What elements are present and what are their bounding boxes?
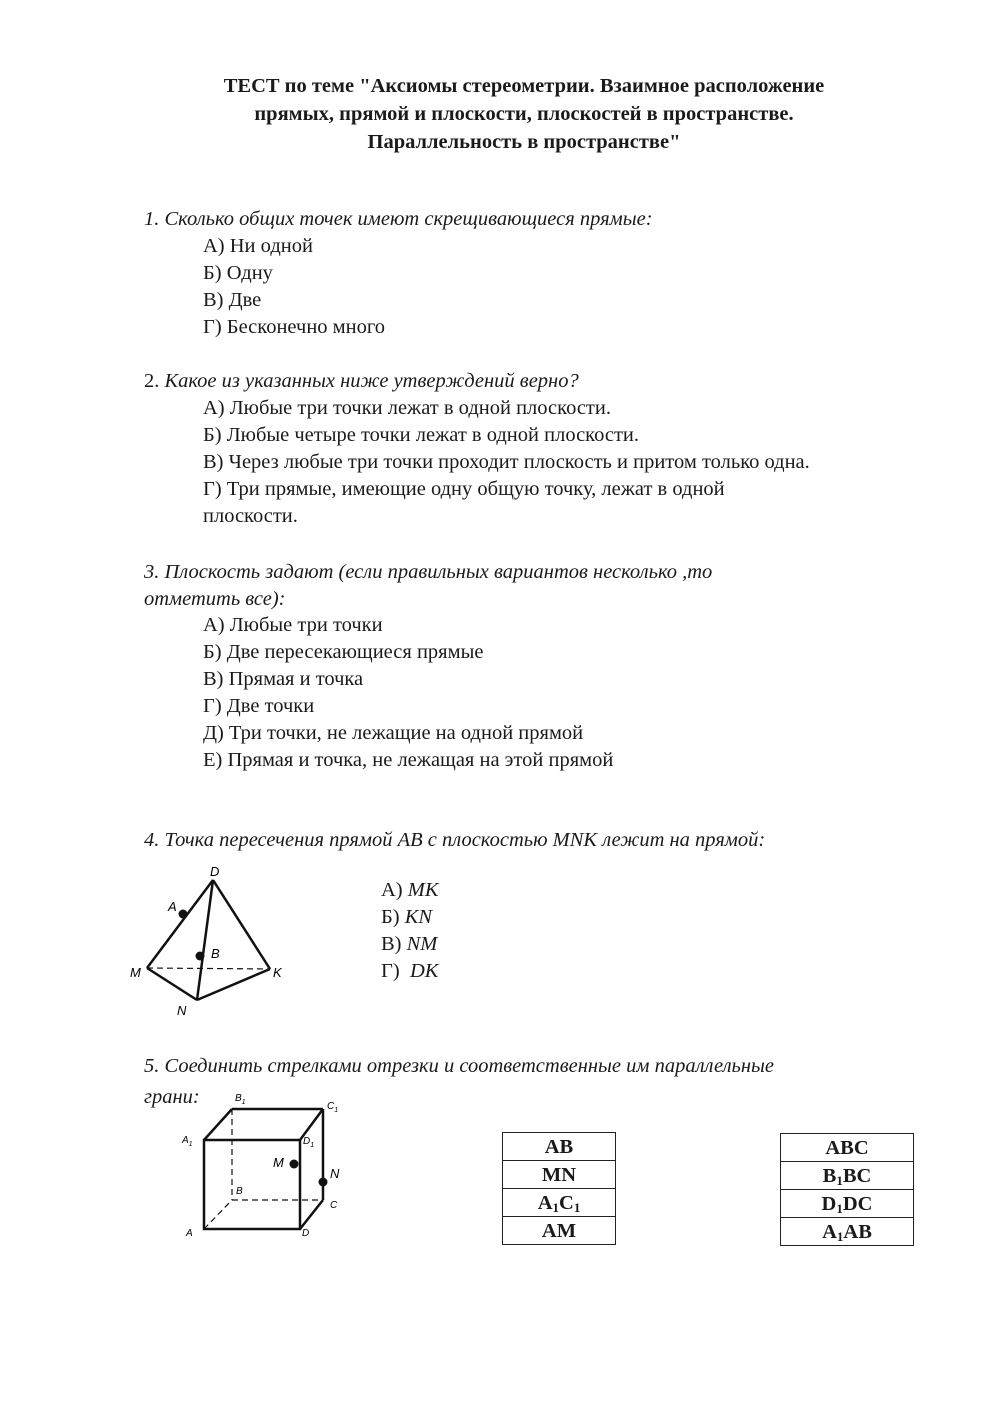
segment-cell[interactable]: MN bbox=[503, 1161, 616, 1189]
question-2-number: 2. bbox=[144, 370, 160, 392]
faces-table bbox=[780, 1133, 914, 1246]
table-row bbox=[503, 1133, 616, 1161]
segment-cell[interactable]: AB bbox=[503, 1133, 616, 1161]
face-cell[interactable]: ABC bbox=[781, 1134, 914, 1162]
question-5-line-2: грани: bbox=[144, 1086, 200, 1108]
option[interactable]: В) Прямая и точка bbox=[203, 668, 364, 690]
label-C: C bbox=[330, 1200, 338, 1211]
cube-figure bbox=[175, 1090, 365, 1245]
label-C1: $C_1$ bbox=[327, 1101, 339, 1114]
label-K: K bbox=[273, 965, 282, 980]
table-row bbox=[503, 1189, 616, 1217]
page-title bbox=[100, 72, 948, 156]
question-2-text bbox=[144, 368, 579, 395]
segment-cell[interactable]: AM bbox=[503, 1217, 616, 1245]
option[interactable]: Г) Две точки bbox=[203, 695, 315, 717]
face-cell[interactable]: $B_1BC$ bbox=[781, 1162, 914, 1190]
option[interactable]: В) NM bbox=[381, 933, 438, 955]
option[interactable]: Е) Прямая и точка, не лежащая на этой прямой bbox=[203, 749, 614, 771]
table-row bbox=[503, 1217, 616, 1245]
edge-AB-hidden bbox=[204, 1200, 232, 1229]
segment-cell[interactable]: $A_1C_1$ bbox=[503, 1189, 616, 1217]
option[interactable]: А) Любые три точки bbox=[203, 614, 383, 636]
label-M: M bbox=[273, 1155, 284, 1170]
point-N bbox=[319, 1178, 328, 1187]
table-row bbox=[781, 1190, 914, 1218]
face-cell[interactable]: $D_1DC$ bbox=[781, 1190, 914, 1218]
question-4-options bbox=[381, 877, 439, 985]
option[interactable]: Б) Любые четыре точки лежат в одной плоскости. bbox=[203, 424, 640, 446]
point-M bbox=[290, 1160, 299, 1169]
option[interactable]: В) Через любые три точки проходит плоскость и притом только одна. bbox=[203, 451, 810, 473]
option[interactable]: Б) KN bbox=[381, 906, 433, 928]
edge-NK bbox=[197, 969, 270, 1000]
label-D: D bbox=[210, 864, 220, 879]
option[interactable]: Г) Три прямые, имеющие одну общую точку, лежат в одной bbox=[203, 478, 725, 500]
option-continuation: плоскости. bbox=[203, 505, 298, 527]
table-row bbox=[781, 1162, 914, 1190]
table-row bbox=[781, 1134, 914, 1162]
label-B: B bbox=[236, 1186, 243, 1197]
option[interactable]: Г) DK bbox=[381, 960, 439, 982]
edge-DC bbox=[300, 1200, 323, 1229]
option[interactable]: Д) Три точки, не лежащие на одной прямой bbox=[203, 722, 584, 744]
edge-DK bbox=[213, 880, 270, 969]
label-D: D bbox=[302, 1228, 310, 1239]
question-1-options bbox=[203, 233, 385, 341]
face-cell[interactable]: $A_1AB$ bbox=[781, 1218, 914, 1246]
label-N: N bbox=[177, 1003, 187, 1018]
option[interactable]: А) Ни одной bbox=[203, 235, 313, 257]
label-N: N bbox=[330, 1166, 340, 1181]
option[interactable]: Б) Одну bbox=[203, 262, 273, 284]
table-row bbox=[503, 1161, 616, 1189]
question-4-text: 4. Точка пересечения прямой AB с плоскостью MNK лежит на прямой: bbox=[144, 829, 766, 851]
title-line-2: прямых, прямой и плоскости, плоскостей в пространстве. bbox=[254, 103, 794, 125]
question-3-line-1: 3. Плоскость задают (если правильных вариантов несколько ,то bbox=[144, 561, 713, 583]
option[interactable]: А) MK bbox=[381, 879, 439, 901]
label-A: A bbox=[186, 1228, 193, 1239]
question-3-text bbox=[144, 559, 712, 613]
pyramid-figure bbox=[125, 860, 295, 1020]
option[interactable]: А) Любые три точки лежат в одной плоскости. bbox=[203, 397, 611, 419]
question-3-line-2: отметить все): bbox=[144, 588, 286, 610]
title-line-1: ТЕСТ по теме "Аксиомы стереометрии. Взаимное расположение bbox=[223, 75, 825, 97]
option[interactable]: Б) Две пересекающиеся прямые bbox=[203, 641, 484, 663]
title-line-3: Параллельность в пространстве" bbox=[367, 131, 681, 153]
edge-MK-hidden bbox=[147, 968, 270, 969]
question-2-prompt: Какое из указанных ниже утверждений верно? bbox=[164, 370, 579, 392]
label-B1: $B_1$ bbox=[235, 1093, 246, 1106]
point-B bbox=[196, 952, 205, 961]
table-row bbox=[781, 1218, 914, 1246]
label-D1: $D_1$ bbox=[303, 1136, 315, 1149]
label-M: M bbox=[130, 965, 141, 980]
question-5-line-1: 5. Соединить стрелками отрезки и соответственные им параллельные bbox=[144, 1055, 775, 1077]
segments-table bbox=[502, 1132, 616, 1245]
option[interactable]: В) Две bbox=[203, 289, 262, 311]
label-B: B bbox=[211, 946, 220, 961]
question-2-options bbox=[203, 395, 810, 530]
label-A1: $A_1$ bbox=[182, 1135, 193, 1148]
question-3-options bbox=[203, 612, 613, 774]
point-A bbox=[179, 910, 188, 919]
option[interactable]: Г) Бесконечно много bbox=[203, 316, 386, 338]
label-A: A bbox=[168, 899, 177, 914]
edge-MN bbox=[147, 968, 197, 1000]
edge-A1B1 bbox=[204, 1109, 232, 1140]
question-1-text: 1. Сколько общих точек имеют скрещивающиеся прямые: bbox=[144, 208, 653, 230]
face-front bbox=[204, 1140, 300, 1229]
